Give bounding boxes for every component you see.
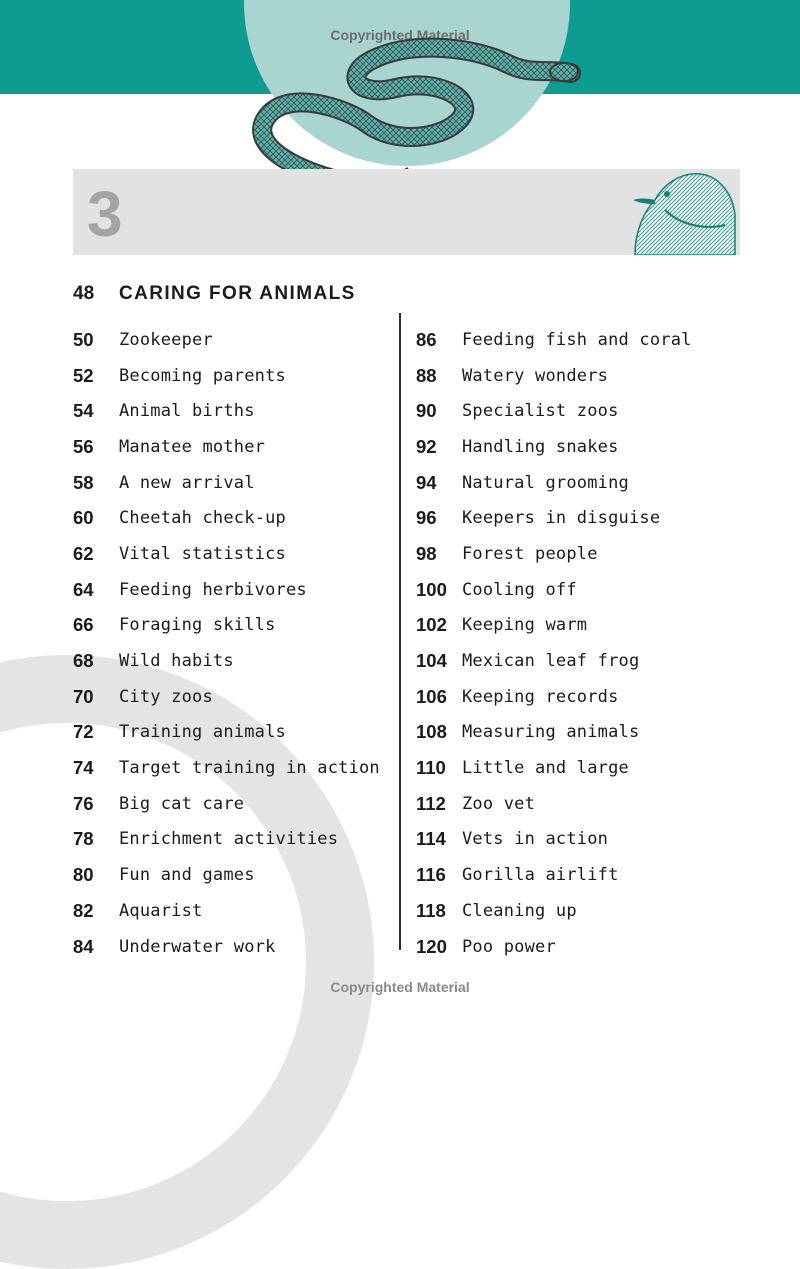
toc-entry-title: Poo power — [462, 936, 556, 957]
toc-page-number: 82 — [73, 899, 94, 921]
toc-entry-title: A new arrival — [119, 472, 255, 493]
toc-page-number: 92 — [416, 435, 437, 457]
toc-entry-title: Foraging skills — [119, 615, 276, 636]
toc-entry[interactable] — [73, 822, 380, 858]
toc-page-number: 88 — [416, 364, 437, 386]
toc-entry-title: Enrichment activities — [119, 829, 339, 850]
toc-entry[interactable] — [416, 786, 692, 822]
toc-entry[interactable] — [416, 608, 692, 644]
toc-page-number: 50 — [73, 328, 94, 350]
toc-entry[interactable] — [416, 857, 692, 893]
toc-entry-title: Feeding herbivores — [119, 579, 307, 600]
toc-page-number: 110 — [416, 757, 446, 779]
toc-page-number: 90 — [416, 400, 437, 422]
toc-entry[interactable] — [73, 322, 380, 358]
toc-page-number: 56 — [73, 435, 94, 457]
toc-entry-title: Measuring animals — [462, 722, 640, 743]
toc-page-number: 86 — [416, 328, 437, 350]
toc-page-number: 54 — [73, 400, 94, 422]
toc-entry-title: Little and large — [462, 758, 629, 779]
chapter-number: 3 — [87, 178, 123, 250]
toc-right-column — [416, 322, 692, 964]
toc-entry-title: Specialist zoos — [462, 401, 619, 422]
toc-entry[interactable] — [416, 536, 692, 572]
toc-entry[interactable] — [416, 500, 692, 536]
toc-entry[interactable] — [73, 786, 380, 822]
toc-entry-title: Cheetah check-up — [119, 508, 286, 529]
toc-entry-title: Training animals — [119, 722, 286, 743]
toc-entry-title: Animal births — [119, 401, 255, 422]
toc-entry[interactable] — [416, 929, 692, 965]
toc-entry-title: Zookeeper — [119, 329, 213, 350]
toc-entry[interactable] — [416, 893, 692, 929]
toc-page-number: 72 — [73, 721, 94, 743]
toc-page-number: 64 — [73, 578, 94, 600]
toc-entry[interactable] — [416, 679, 692, 715]
toc-entry[interactable] — [73, 572, 380, 608]
toc-entry-title: Natural grooming — [462, 472, 629, 493]
toc-entry-title: Aquarist — [119, 900, 203, 921]
toc-entry[interactable] — [73, 536, 380, 572]
toc-page-number: 100 — [416, 578, 447, 600]
toc-entry-title: Manatee mother — [119, 436, 266, 457]
toc-entry[interactable] — [73, 929, 380, 965]
toc-page-number: 60 — [73, 507, 94, 529]
toc-entry-title: Keepers in disguise — [462, 508, 661, 529]
toc-page-number: 98 — [416, 542, 437, 564]
toc-entry[interactable] — [416, 643, 692, 679]
toc-entry[interactable] — [416, 358, 692, 394]
toc-entry[interactable] — [73, 358, 380, 394]
section-title: CARING FOR ANIMALS — [119, 283, 356, 304]
toc-page-number: 80 — [73, 864, 94, 886]
toc-entry-title: Gorilla airlift — [462, 865, 619, 886]
toc-entry-title: Keeping warm — [462, 615, 588, 636]
toc-page-number: 112 — [416, 792, 446, 814]
toc-page-number: 66 — [73, 614, 94, 636]
toc-entry-title: Becoming parents — [119, 365, 286, 386]
toc-page-number: 70 — [73, 685, 94, 707]
toc-entry-title: Fun and games — [119, 865, 255, 886]
toc-entry-title: Vital statistics — [119, 543, 286, 564]
watermark-bottom: Copyrighted Material — [330, 979, 470, 995]
toc-page-number: 62 — [73, 542, 94, 564]
toc-page-number: 76 — [73, 792, 94, 814]
toc-page-number: 84 — [73, 935, 94, 957]
toc-page-number: 94 — [416, 471, 437, 493]
toc-entry[interactable] — [416, 822, 692, 858]
toc-page-number: 68 — [73, 650, 94, 672]
toc-entry[interactable] — [73, 500, 380, 536]
toc-entry[interactable] — [416, 429, 692, 465]
toc-entry-title: Cooling off — [462, 579, 577, 600]
toc-entry[interactable] — [416, 750, 692, 786]
toc-entry-title: Underwater work — [119, 936, 276, 957]
toc-entry[interactable] — [416, 465, 692, 501]
toc-entry-title: Keeping records — [462, 686, 619, 707]
toc-entry[interactable] — [73, 465, 380, 501]
penguin-illustration — [625, 170, 737, 255]
toc-page-number: 78 — [73, 828, 94, 850]
toc-page-number: 118 — [416, 899, 446, 921]
toc-page-number: 106 — [416, 685, 447, 707]
toc-entry[interactable] — [73, 893, 380, 929]
toc-page-number: 74 — [73, 757, 94, 779]
toc-page-number: 116 — [416, 864, 446, 886]
toc-entry-title: Cleaning up — [462, 900, 577, 921]
toc-page-number: 104 — [416, 650, 447, 672]
toc-entry[interactable] — [73, 679, 380, 715]
toc-entry-title: Watery wonders — [462, 365, 609, 386]
toc-page-number: 102 — [416, 614, 447, 636]
watermark-top: Copyrighted Material — [330, 27, 470, 43]
toc-entry[interactable] — [73, 643, 380, 679]
toc-page-number: 96 — [416, 507, 437, 529]
toc-entry[interactable] — [73, 429, 380, 465]
toc-entry-title: Handling snakes — [462, 436, 619, 457]
toc-page-number: 108 — [416, 721, 447, 743]
toc-entry[interactable] — [416, 322, 692, 358]
toc-page-number: 58 — [73, 471, 94, 493]
toc-entry[interactable] — [416, 715, 692, 751]
toc-page-number: 52 — [73, 364, 94, 386]
toc-entry-title: Target training in action — [119, 758, 380, 779]
toc-entry-title: Wild habits — [119, 651, 234, 672]
toc-entry[interactable] — [73, 715, 380, 751]
toc-entry-title: Zoo vet — [462, 793, 536, 814]
toc-left-column — [73, 322, 380, 964]
toc-entry[interactable] — [416, 572, 692, 608]
toc-entry[interactable] — [73, 750, 380, 786]
toc-entry-title: Vets in action — [462, 829, 609, 850]
toc-entry[interactable] — [73, 608, 380, 644]
toc-entry-title: Feeding fish and coral — [462, 329, 692, 350]
toc-entry[interactable] — [73, 393, 380, 429]
toc-entry-title: City zoos — [119, 686, 213, 707]
toc-entry-title: Forest people — [462, 543, 598, 564]
toc-page-number: 114 — [416, 828, 446, 850]
section-page-number: 48 — [73, 283, 95, 304]
toc-entry[interactable] — [73, 857, 380, 893]
section-heading — [73, 280, 356, 308]
column-divider — [399, 313, 401, 950]
toc-page-number: 120 — [416, 935, 447, 957]
toc-entry-title: Mexican leaf frog — [462, 651, 640, 672]
toc-entry-title: Big cat care — [119, 793, 245, 814]
toc-entry[interactable] — [416, 393, 692, 429]
